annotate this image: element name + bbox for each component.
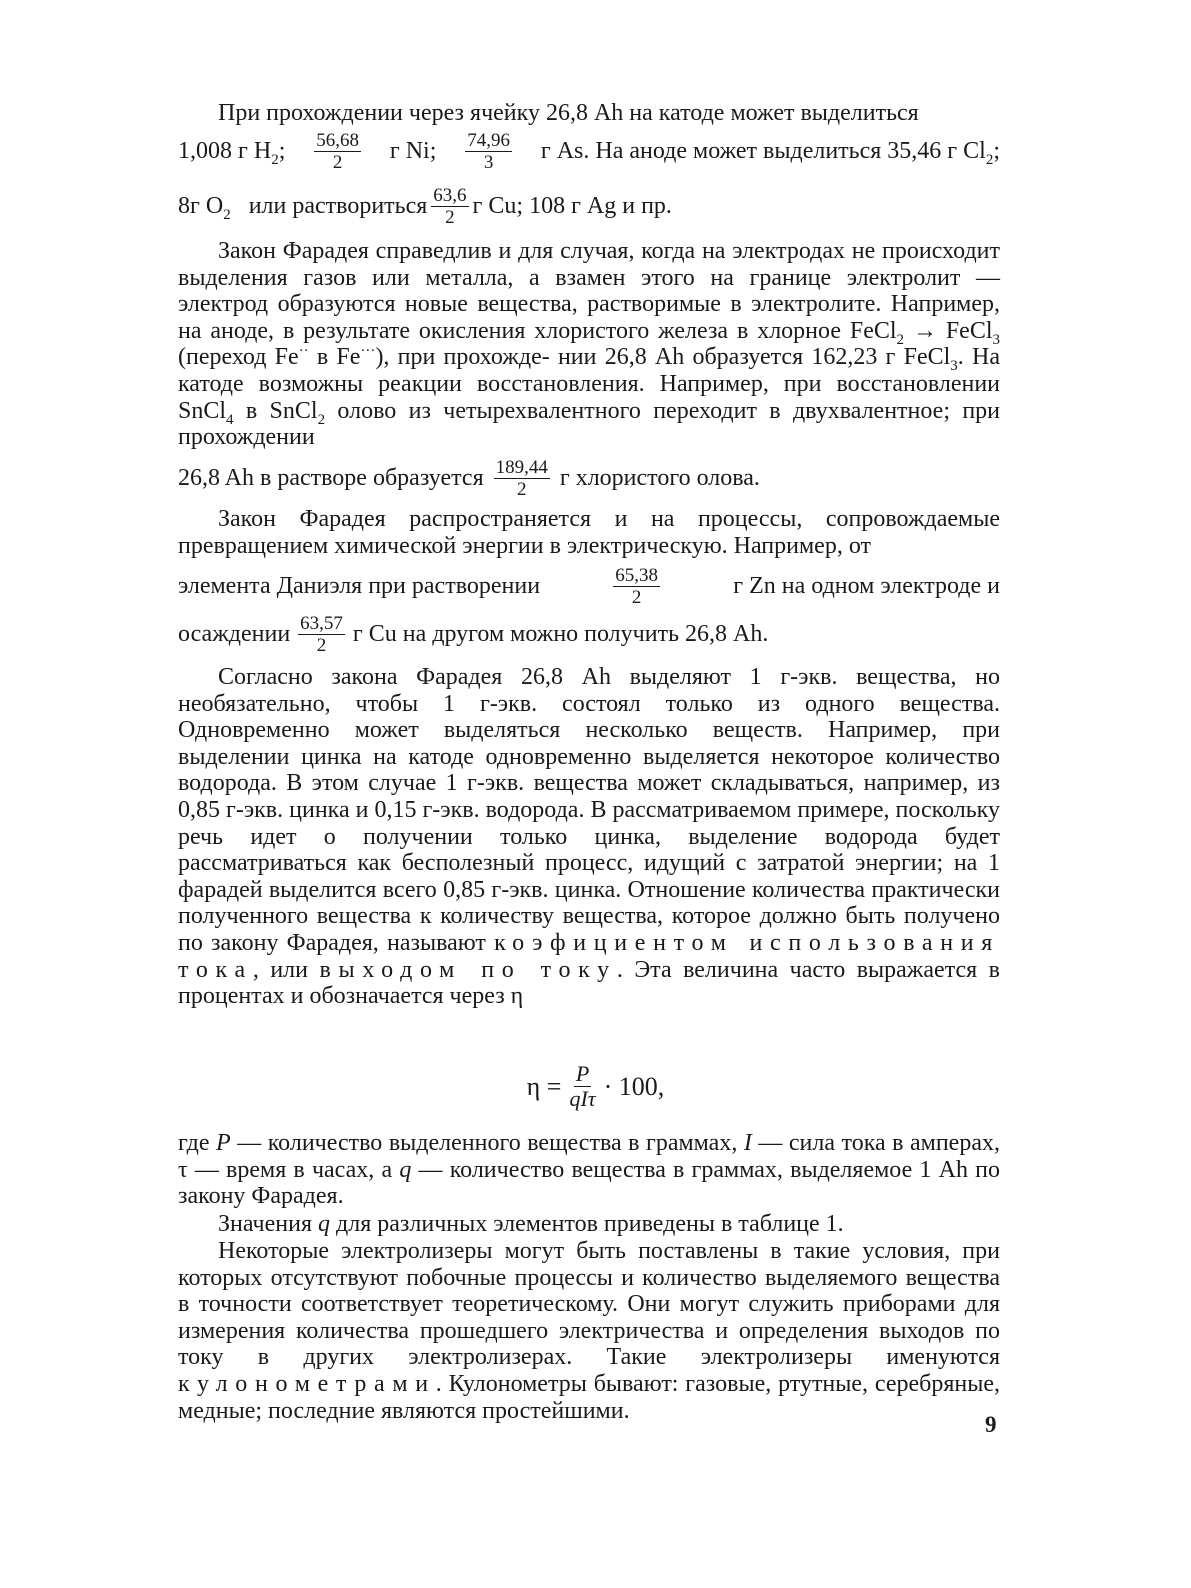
intro-text: При прохождении через ячейку 26,8 Ah на катоде может выделиться <box>218 100 919 126</box>
tin-text: 26,8 Ah в растворе образуется <box>178 464 484 491</box>
intro-line-1 <box>218 100 1000 127</box>
formula-rhs: · 100, <box>603 1071 665 1101</box>
paragraph-variable-definitions: где P — количество выделенного вещества в граммах, I — сила тока в амперах, τ — время в часах, а q — количество вещества в граммах, выделяемое 1 Ah по закону Фарадея. <box>178 1130 1000 1210</box>
term-current-efficiency: выходом по току <box>319 956 617 983</box>
fraction-as: $\frac{74,96}{3}$ <box>467 129 510 173</box>
term-current-utilization: коэфициентом использования тока <box>178 929 1000 983</box>
fecl-reaction: железа в хлорное FeCl$_2$ → FeCl$_3$ (переход Fe·· в Fe···), при прохожде- <box>178 317 1001 371</box>
formula-fraction: $\frac{P}{\text{qIτ}}$ <box>569 1061 596 1111</box>
efficiency-formula <box>0 1063 1191 1110</box>
anode-text: г As. На аноде может выделиться 35,46 г $Cl_2$; <box>540 137 1000 168</box>
paragraph-coulometers: Некоторые электролизеры могут быть поставлены в такие условия, при которых отсутствуют побочные процессы и количество выделяемого вещества в точности соответствует теоретическому. Они могут служить приборами для измерения количества прошедшего электричества и определения выходов по току в других электролизерах. Такие электролизеры именуются кулонометрами. Кулонометры бывают: газовые, ртутные, серебряные, медные; последние являются простейшими. <box>178 1238 1000 1424</box>
formula-lhs: η = <box>526 1071 562 1101</box>
deposition-line <box>178 611 1000 657</box>
term-coulometers: кулонометрами <box>178 1370 436 1397</box>
daniell-text: элемента Даниэля при растворении <box>178 572 541 599</box>
tin-chloride-text: г хлористого олова. <box>559 464 760 491</box>
paragraph-faraday-1: Закон Фарадея справедлив и для случая, когда на электродах не происходит выделения газов или металла, а взамен этого на границе электролит — электрод образуются новые вещества, растворимые в электролите. Например, на аноде, в результате окисления хлористого железа в хлорное FeCl$_2$ → FeCl$_3$ (переход Fe·· в Fe···), при прохожде- нии 26,8 Ah образуется 162,23 г FeCl$_3$. На катоде возможны реакции восстановления. Например, при восстановлении SnCl$_4$ в SnCl$_2$ олово из четырехвалентного переходит в двухвалентное; при прохождении <box>178 238 1001 451</box>
tin-line <box>178 455 1000 501</box>
fraction-zn: $\frac{65,38}{2}$ <box>615 564 659 608</box>
intro-line-2 <box>178 128 1000 174</box>
daniell-line <box>178 563 1000 609</box>
cu-ag-text: г Cu; 108 г Ag и пр. <box>472 192 672 219</box>
hydrogen-mass: 1,008 г $H_2$; <box>178 137 286 168</box>
paragraph-current-efficiency: Согласно закона Фарадея 26,8 Ah выделяют 1 г-экв. вещества, но необязательно, чтобы 1 г-экв. состоял только из одного вещества. Одновременно может выделяться несколько веществ. Например, при выделении цинка на катоде одновременно выделяется некоторое количество водорода. В этом случае 1 г-экв. вещества может складываться, например, из 0,85 г-экв. цинка и 0,15 г-экв. водорода. В рассматриваемом примере, поскольку речь идет о получении только цинка, выделение водорода будет рассматриваться как бесполезный процесс, идущий с затратой энергии; на 1 фарадей выделится всего 0,85 г-экв. цинка. Отношение количества практически полученного вещества к количеству вещества, которое должно быть получено по закону Фарадея, называют коэфициентом использования тока, или выходом по току. Эта величина часто выражается в процентах и обозначается через η <box>178 664 1000 1010</box>
fraction-cu-2: $\frac{63,57}{2}$ <box>300 612 343 656</box>
fraction-sn: $\frac{189,44}{2}$ <box>495 456 548 500</box>
paragraph-table-reference: Значения q для различных элементов приведены в таблице 1. <box>218 1211 844 1237</box>
ni-label: г Ni; <box>389 137 437 164</box>
oxygen-mass: 8г $O_2$ <box>178 192 231 223</box>
intro-line-3 <box>178 183 1000 229</box>
deposition-text: осаждении <box>178 620 291 647</box>
zn-text: г Zn на одном электроде и <box>733 572 1000 599</box>
fraction-ni: $\frac{56,68}{2}$ <box>316 129 359 173</box>
paragraph-faraday-2: Закон Фарадея распространяется и на процессы, сопровождаемые превращением химической энергии в электрическую. Например, от <box>178 506 1000 559</box>
cu-text: г Cu на другом можно получить 26,8 Ah. <box>352 620 769 647</box>
page-number: 9 <box>985 1412 997 1437</box>
fraction-cu: $\frac{63,6}{2}$ <box>433 184 467 228</box>
dissolve-text: или раствориться <box>248 192 428 219</box>
